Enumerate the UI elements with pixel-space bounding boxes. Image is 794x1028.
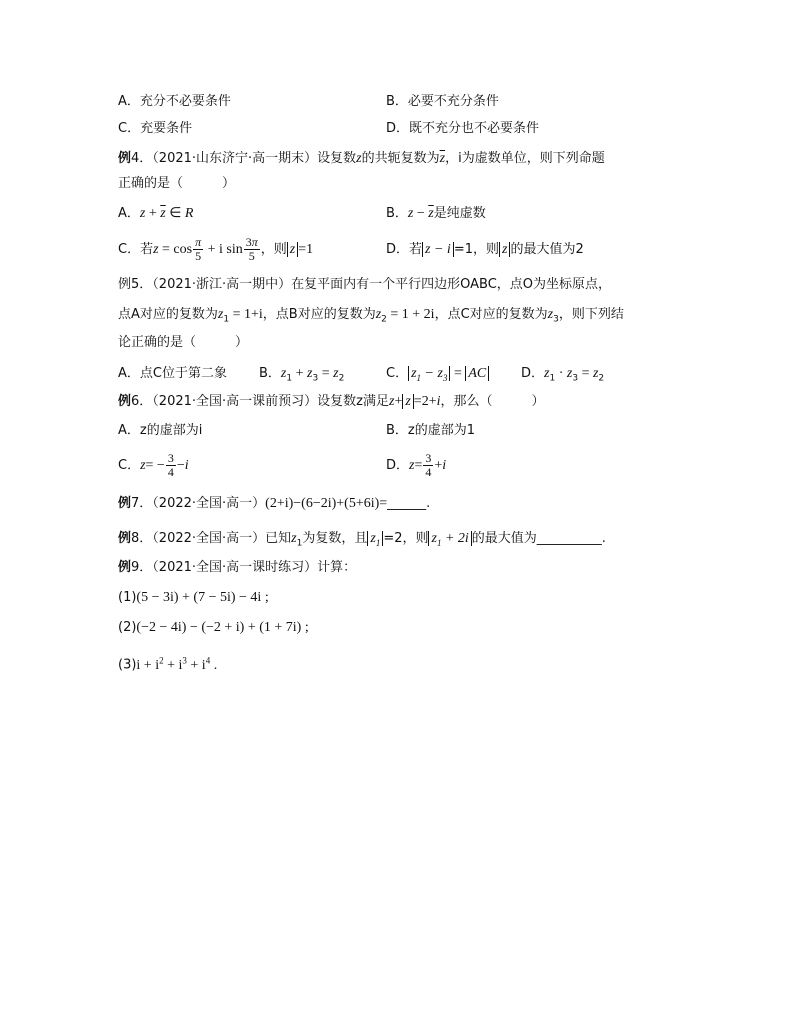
q9-stem: 例9．（2021·全国·高一课时练习）计算：: [118, 560, 357, 575]
q6-option-d: D．z= $\frac{3}{4}$ +i: [386, 451, 447, 479]
q5-stem-line3: 论正确的是（ ）: [118, 335, 249, 350]
q4-option-b: B．$z - \overline{z}$是纯虚数: [386, 206, 486, 221]
q3-option-a: A．充分不必要条件: [118, 94, 231, 109]
q8-answer-blank[interactable]: __________.: [536, 531, 606, 546]
q4-text2: ，i为虚数单位，则下列命题: [445, 151, 605, 166]
q3-option-b: B．必要不充分条件: [386, 94, 499, 109]
q9-part3: $(3)i + i^2 + i^3 + i^4$ .: [118, 655, 218, 673]
q5-stem-line1: 例5．（2021·浙江·高一期中）在复平面内有一个平行四边形OABC，点O为坐标原点，: [118, 277, 612, 292]
q5-stem-line2: 点A对应的复数为$z_1 = 1+i$，点B对应的复数为$z_2 = 1 + 2i$，点C对应的复数为$z_3$，则下列结: [118, 307, 624, 325]
q9-part2: (2)(−2 − 4i) − (−2 + i) + (1 + 7i) ;: [118, 620, 309, 635]
q5-option-c: C． $z_1 - z_3$ = AC: [386, 364, 489, 388]
q3-option-c: C．充要条件: [118, 121, 193, 136]
q3-option-d: D．既不充分也不必要条件: [386, 121, 540, 136]
q7-stem: 例7．（2022·全国·高一）(2+i)−(6−2i)+(5+6i)=______.: [118, 496, 431, 511]
q6-option-c: C．z= − $\frac{3}{4}$ −i: [118, 451, 189, 479]
q4-text1: 的共轭复数为: [361, 151, 440, 166]
q4-stem-line2: 正确的是（ ）: [118, 176, 236, 191]
q5-option-d: D．$z_1 \cdot z_3 = z_2$: [521, 366, 605, 384]
q5-option-a: A．点C位于第二象: [118, 366, 227, 381]
q8-stem: 例8．（2022·全国·高一）已知$z_1$为复数，且 $z_1 =2$，则 $z_1 + 2i$ 的最大值为__________.: [118, 531, 606, 549]
q9-part1: (1)(5 − 3i) + (7 − 5i) − 4i ;: [118, 590, 269, 605]
q4-source: ．（2021·山东济宁·高一期末）设复数: [139, 151, 357, 166]
q4-number: 4: [131, 151, 140, 166]
q5-option-b: B．$z_1 + z_3 = z_2$: [259, 366, 345, 384]
q6-stem: 例6．（2021·全国·高一课前预习）设复数z满足z+ z =2+i，那么（ ）: [118, 394, 545, 409]
q4-option-c: C．若z = cos $\frac{\pi}{5}$ + i sin $\frac{3\pi}{5}$ ，则 z =1: [118, 235, 314, 263]
q4-option-d: D．若 z − i =1，则 z 的最大值为2: [386, 242, 584, 257]
q4-label: 例: [118, 151, 132, 166]
q6-option-a: A．z的虚部为i: [118, 423, 203, 438]
q4-stem-line1: 例4．（2021·山东济宁·高一期末）设复数z的共轭复数为$\overline{z}$，i为虚数单位，则下列命题: [118, 151, 605, 166]
q7-answer-blank[interactable]: ______.: [387, 496, 431, 511]
q4-option-a: A．$z + \overline{z}$ ∈ R: [118, 206, 194, 221]
q6-option-b: B．z的虚部为1: [386, 423, 476, 438]
